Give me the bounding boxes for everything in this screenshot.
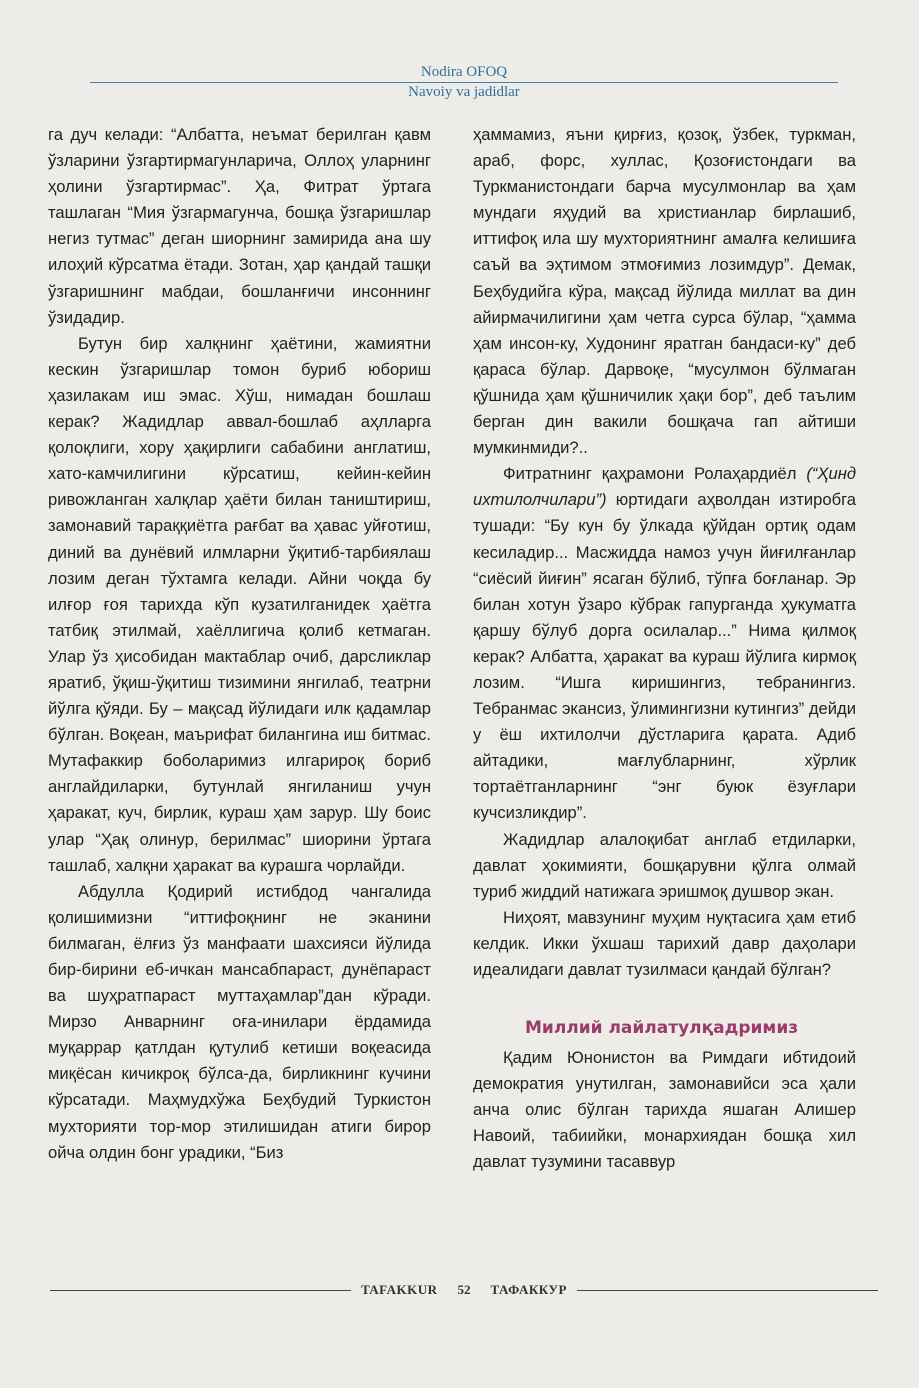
paragraph: Қадим Юнонистон ва Римдаги ибтидоий демократия унутилган, замонавийси эса ҳали анча олис бўлган тарихда яшаган Алишер Навоий, табиийки, монархиядан бошқа хил давлат тузумини тасаввур [473,1048,856,1172]
paragraph: Ниҳоят, мавзунинг муҳим нуқтасига ҳам етиб келдик. Икки ўхшаш тарихий давр даҳолари идеалидаги давлат тузилмаси қандай бўлган? [473,907,856,979]
paragraph-text: Фитратнинг қаҳрамони Ролаҳардиёл [503,464,807,484]
footer-magazine-cyrillic: ТАФАККУР [490,1282,567,1297]
article-title: Navoiy va jadidlar [408,84,520,100]
right-column [473,122,856,1176]
page-number: 52 [457,1282,471,1297]
work-title-italic: (“Ҳинд ихтилолчилари”) [473,464,856,510]
page-footer [50,1280,878,1300]
footer-rule-left [50,1290,351,1291]
paragraph: га дуч келади: “Албатта, неъмат берилган қавм ўзларини ўзгартирмагунларича, Оллоҳ уларнинг ҳолини ўзгартирмас”. Ҳа, Фитрат ўртага ташлаган “Мия ўзгармагунча, бошқа ўзгаришлар негиз тутмас” деган шиорнинг замирида ана шу илоҳий кўрсатма ётади. Зотан, ҳар қандай ташқи ўзгаришнинг мабдаи, бошланғичи инсоннинг ўзидадир. [48,125,431,327]
paragraph [473,461,856,826]
paragraph: Жадидлар алалоқибат англаб етдиларки, давлат ҳокимияти, бошқарувни қўлга олмай туриб жиддий натижага эришмоқ душвор экан. [473,829,856,901]
article-author: Nodira OFOQ [420,64,508,80]
left-column [48,122,431,1166]
section-heading: Миллий лайлатулқадримиз [525,1018,799,1039]
paragraph-text: юртидаги аҳволдан изтиробга тушади: “Бу кун бу ўлкада қўйдан ортиқ одам кесиладир... Масжидда намоз учун йиғилғанлар “сиёсий йиғин” ясаган бўлиб, тўпға боғланар. Эр билан хотун ўзаро кўбрак гапурганда ҳукуматга қаршу бўлуб дорга осилалар...” Нима қилмоқ керак? Албатта, ҳаракат ва кураш йўлига кирмоқ лозим. “Ишга киришингиз, тебранингиз. Тебранмас экансиз, ўлимингизни кутингиз” дейди у ёш ихтилолчи дўстларига қарата. Адиб айтадики, мағлубларнинг, хўрлик тортаётганларнинг “энг буюк ёзуғлари кучсизликдир”. [473,490,856,823]
running-head [50,64,878,101]
footer-magazine-latin: TAFAKKUR [361,1282,438,1297]
paragraph: ҳаммамиз, яъни қирғиз, қозоқ, ўзбек, туркман, араб, форс, хуллас, Қозоғистондаги ва Туркманистондаги барча мусулмонлар ва ҳам мундаги яҳудий ва христианлар бирлашиб, иттифоқ ила шу мухториятнинг амалға келишиға саъй ва эҳтимом этмоғимиз лозимдур”. Демак, Беҳбудийга кўра, мақсад йўлида миллат ва дин айирмачилигини ҳам четга сурса бўлар, “ҳамма ҳам инсон-ку, Худонинг яратган бандаси-ку” деб қараса бўлар. Дарвоқе, “мусулмон бўлмаган қўшнида ҳам қўшничилик ҳақи бор”, деб таълим берган дин вакили бошқача гап айтиши мумкинмиди?.. [473,125,856,458]
footer-rule-right [577,1290,878,1291]
paragraph: Бутун бир халқнинг ҳаётини, жамиятни кескин ўзгаришлар томон буриб юбориш ҳазилакам иш эмас. Хўш, нимадан бошлаш керак? Жадидлар аввал-бошлаб аҳлларга қолоқлиги, хору ҳақирлиги сабабини англатиш, хато-камчилигини кўрсатиш, кейин-кейин ривожланган халқлар ҳаёти билан таништириш, замонавий тараққиётга рағбат ва ҳавас уйғотиш, диний ва дунёвий илмларни ўқитиб-тарбиялаш лозим деган тўхтамга келади. Айни чоқда бу илғор ғоя тарихда кўп кузатилганидек ҳаётга татбиқ этилмай, хаёллигича қолиб кетмаган. Улар ўз ҳисобидан мактаблар очиб, дарсликлар яратиб, ўқиш-ўқитиш тизимини янгилаб, театрни йўлга қўяди. Бу – мақсад йўлидаги илк қадамлар бўлган. Воқеан, маърифат билангина иш битмас. Мутафаккир боболаримиз илгарироқ бориб англайдиларки, бутунлай янгиланиш учун ҳаракат, куч, бирлик, кураш ҳам зарур. Шу боис улар “Ҳақ олинур, берилмас” шиорини ўртага ташлаб, халқни ҳаракат ва курашга чорлайди. [48,333,431,875]
paragraph: Абдулла Қодирий истибдод чангалида қолишимизни “иттифоқнинг не эканини билмаган, ёлғиз ўз манфаати шахсияси йўлида бир-бирини еб-ичкан мансабпараст, дунёпараст ва шуҳратпараст муттаҳамлар”дан кўради. Мирзо Анварнинг оға-инилари ёрдамида муқаррар қатлдан қутулиб кетиши воқеасида миқёсан кичикроқ бўлса-да, бирликнинг кучини кўрсатади. Маҳмудхўжа Беҳбудий Туркистон мухторияти тор-мор этилишидан атиги бирор ойча олдин бонг урадики, “Биз [48,881,431,1162]
